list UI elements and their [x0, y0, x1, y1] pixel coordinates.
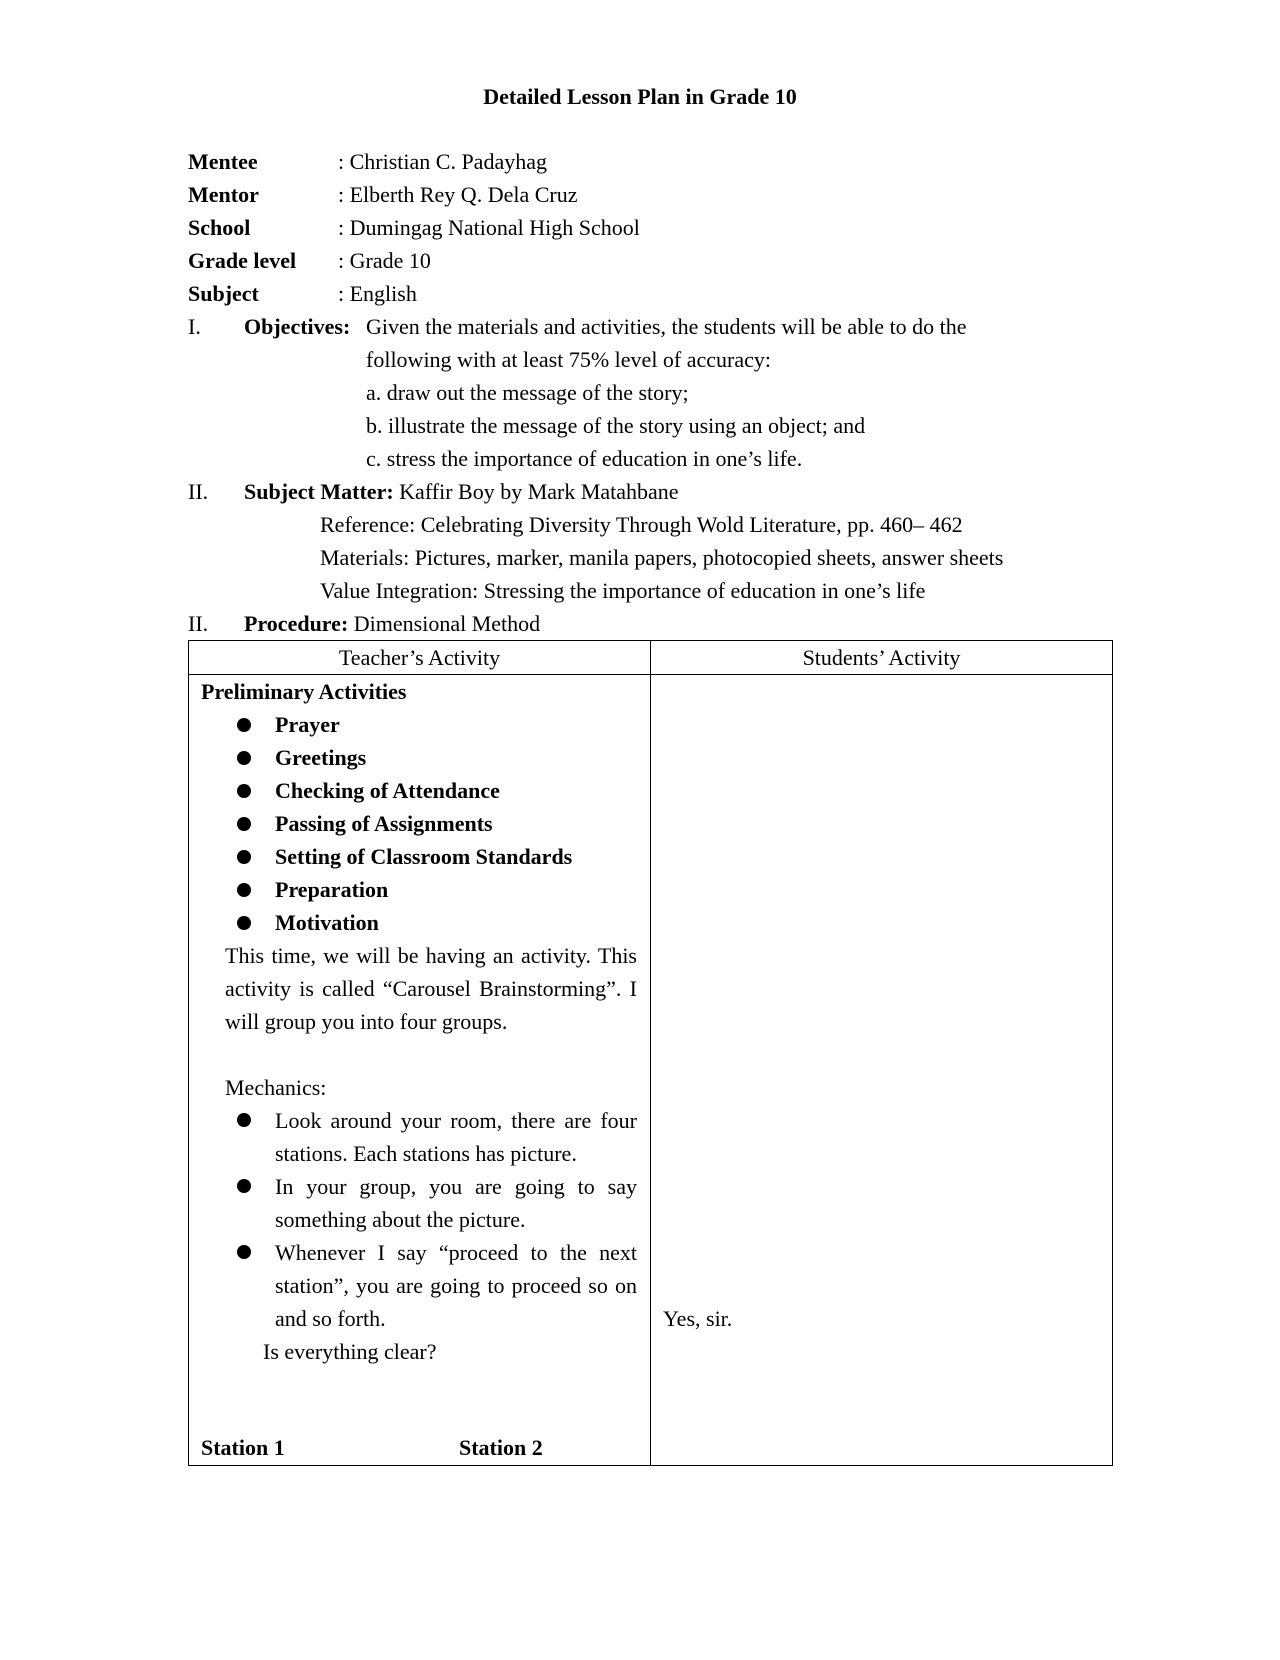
list-item-label: In your group, you are going to say something about the picture.	[275, 1174, 637, 1232]
objective-line: Given the materials and activities, the students will be able to do the	[366, 314, 967, 339]
bullet-icon	[237, 1179, 251, 1193]
section-title: Objectives:	[244, 314, 351, 339]
info-value: : English	[338, 281, 417, 306]
student-answer: Yes, sir.	[663, 1306, 733, 1331]
subject-matter-value: Kaffir Boy by Mark Matahbane	[393, 479, 679, 504]
list-item	[237, 708, 572, 741]
teacher-activity-header: Teacher’s Activity	[189, 641, 651, 675]
materials-line: Materials: Pictures, marker, manila papers, photocopied sheets, answer sheets	[320, 545, 1004, 570]
info-row-mentee	[188, 145, 640, 178]
info-value: : Grade 10	[338, 248, 431, 273]
bullet-icon	[237, 850, 251, 864]
list-item	[237, 774, 572, 807]
info-label: School	[188, 215, 251, 240]
info-row-grade-level	[188, 244, 640, 277]
teacher-cell-content	[189, 675, 650, 1465]
bullet-icon	[237, 1113, 251, 1127]
info-value: : Elberth Rey Q. Dela Cruz	[338, 182, 578, 207]
procedure-value: Dimensional Method	[348, 611, 541, 636]
section-title: Subject Matter:	[244, 479, 394, 504]
info-row-mentor	[188, 178, 640, 211]
clarification-question: Is everything clear?	[263, 1339, 437, 1364]
info-row-school	[188, 211, 640, 244]
list-item-label: Greetings	[275, 745, 367, 770]
list-item	[237, 1104, 637, 1170]
students-activity-header: Students’ Activity	[651, 641, 1113, 675]
info-block	[188, 145, 640, 310]
procedure-table	[188, 640, 1113, 1466]
bullet-icon	[237, 817, 251, 831]
bullet-icon	[237, 916, 251, 930]
station-1-label: Station 1	[201, 1435, 285, 1460]
objective-line: b. illustrate the message of the story using an object; and	[366, 413, 866, 438]
bullet-icon	[237, 784, 251, 798]
section-numeral: I.	[188, 314, 201, 339]
objectives-list	[366, 310, 967, 475]
info-value: : Christian C. Padayhag	[338, 149, 547, 174]
list-item	[237, 741, 572, 774]
bullet-icon	[237, 718, 251, 732]
list-item	[237, 906, 572, 939]
student-cell-content	[651, 675, 1112, 1465]
subject-matter-heading	[188, 475, 679, 508]
list-item-label: Checking of Attendance	[275, 778, 500, 803]
bullet-icon	[237, 883, 251, 897]
section-numeral: II.	[188, 479, 209, 504]
objective-line: a. draw out the message of the story;	[366, 380, 689, 405]
students-activity-cell	[651, 675, 1113, 1466]
info-value: : Dumingag National High School	[338, 215, 640, 240]
list-item-label: Passing of Assignments	[275, 811, 493, 836]
motivation-paragraph: This time, we will be having an activity. This activity is called “Carousel Brainstorming”. I will group you into four groups.	[225, 943, 637, 1034]
bullet-icon	[237, 751, 251, 765]
info-label: Subject	[188, 281, 259, 306]
info-label: Grade level	[188, 248, 297, 273]
subject-matter-details	[320, 508, 1003, 607]
mechanics-label: Mechanics:	[225, 1075, 327, 1100]
bullet-icon	[237, 1245, 251, 1259]
info-label: Mentor	[188, 182, 259, 207]
section-numeral: II.	[188, 611, 209, 636]
info-label: Mentee	[188, 149, 258, 174]
preliminary-list	[237, 708, 572, 939]
preliminary-title: Preliminary Activities	[201, 679, 407, 704]
reference-line: Reference: Celebrating Diversity Through Wold Literature, pp. 460– 462	[320, 512, 963, 537]
value-integration-line: Value Integration: Stressing the importance of education in one’s life	[320, 578, 926, 603]
section-title: Procedure:	[244, 611, 349, 636]
list-item-label: Preparation	[275, 877, 389, 902]
objective-line: c. stress the importance of education in one’s life.	[366, 446, 803, 471]
teacher-activity-cell	[189, 675, 651, 1466]
objective-line: following with at least 75% level of accuracy:	[366, 347, 772, 372]
list-item	[237, 840, 572, 873]
list-item-label: Look around your room, there are four stations. Each stations has picture.	[275, 1108, 637, 1166]
list-item-label: Whenever I say “proceed to the next station”, you are going to proceed so on and so forth.	[275, 1240, 637, 1331]
list-item	[237, 1170, 637, 1236]
station-2-label: Station 2	[459, 1435, 543, 1460]
mechanics-list	[237, 1104, 637, 1335]
objectives-heading	[188, 310, 350, 343]
page-title: Detailed Lesson Plan in Grade 10	[483, 84, 797, 109]
list-item	[237, 873, 572, 906]
procedure-heading	[188, 607, 540, 640]
info-row-subject	[188, 277, 640, 310]
list-item-label: Setting of Classroom Standards	[275, 844, 573, 869]
list-item	[237, 1236, 637, 1335]
table-row	[189, 675, 1113, 1466]
table-header-row	[189, 641, 1113, 675]
list-item	[237, 807, 572, 840]
list-item-label: Motivation	[275, 910, 379, 935]
list-item-label: Prayer	[275, 712, 340, 737]
